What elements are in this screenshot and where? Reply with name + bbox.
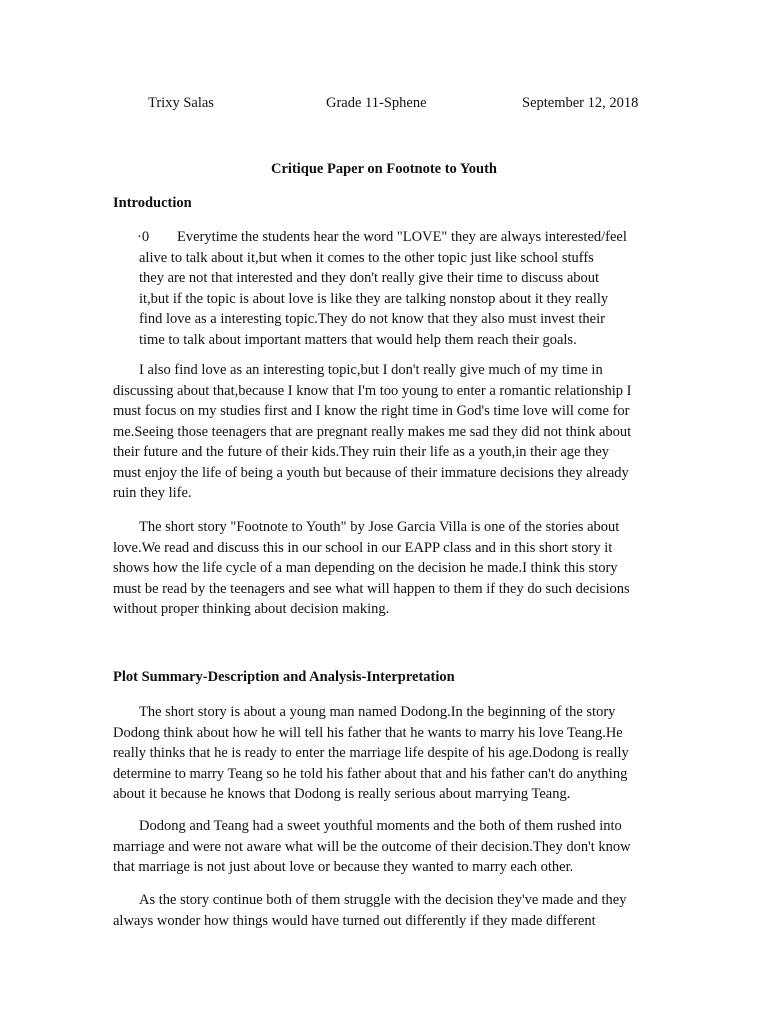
text-line: love.We read and discuss this in our school in our EAPP class and in this short story it xyxy=(113,539,613,556)
text-line: discussing about that,because I know that I'm too young to enter a romantic relationship I xyxy=(113,382,632,399)
bullet-marker: ·0 xyxy=(137,229,150,245)
author-name: Trixy Salas xyxy=(148,95,214,111)
text-line: me.Seeing those teenagers that are pregnant really makes me sad they did not think about xyxy=(113,423,632,440)
introduction-heading: Introduction xyxy=(113,195,192,211)
text-line: they are not that interested and they don't really give their time to discuss about xyxy=(139,270,600,286)
text-line: must be read by the teenagers and see what will happen to them if they do such decisions xyxy=(113,580,630,597)
text-line: ruin they life. xyxy=(113,485,192,501)
plot-summary-heading: Plot Summary-Description and Analysis-Interpretation xyxy=(113,669,455,685)
text-line: really thinks that he is ready to enter the marriage life despite of his age.Dodong is really xyxy=(113,745,629,761)
text-line: find love as a interesting topic.They do not know that they also must invest their xyxy=(139,311,605,327)
grade-section: Grade 11-Sphene xyxy=(326,95,427,111)
introduction-paragraph-1 xyxy=(113,360,658,504)
text-line: alive to talk about it,but when it comes to the other topic just like school stuffs xyxy=(139,249,594,266)
text-line: As the story continue both of them struggle with the decision they've made and they xyxy=(139,892,627,908)
text-line: their future and the future of their kids.They ruin their life as a youth,in their age they xyxy=(113,444,610,460)
text-line: I also find love as an interesting topic,but I don't really give much of my time in xyxy=(139,362,603,378)
text-line: The short story "Footnote to Youth" by Jose Garcia Villa is one of the stories about xyxy=(139,519,620,535)
text-line: shows how the life cycle of a man depending on the decision he made.I think this story xyxy=(113,560,618,576)
text-line: The short story is about a young man named Dodong.In the beginning of the story xyxy=(139,704,616,720)
text-line: Dodong think about how he will tell his father that he wants to marry his love Teang.He xyxy=(113,724,623,741)
bullet-text xyxy=(139,227,653,350)
text-line: Dodong and Teang had a sweet youthful moments and the both of them rushed into xyxy=(139,818,622,834)
text-line: without proper thinking about decision making. xyxy=(113,601,390,617)
text-line: determine to marry Teang so he told his father about that and his father can't do anything xyxy=(113,765,628,782)
text-line: always wonder how things would have turned out differently if they made different xyxy=(113,912,596,929)
plot-paragraph-3 xyxy=(113,890,658,931)
text-line: must focus on my studies first and I know the right time in God's time love will come for xyxy=(113,403,630,419)
document-title: Critique Paper on Footnote to Youth xyxy=(271,161,497,177)
plot-paragraph-2 xyxy=(113,816,658,878)
text-line: that marriage is not just about love or because they wanted to marry each other. xyxy=(113,859,574,875)
text-line: about it because he knows that Dodong is really serious about marrying Teang. xyxy=(113,786,571,802)
text-line: it,but if the topic is about love is like they are talking nonstop about it they really xyxy=(139,290,609,307)
plot-paragraph-1 xyxy=(113,702,658,805)
text-line: time to talk about important matters that would help them reach their goals. xyxy=(139,331,577,348)
text-line: marriage and were not aware what will be the outcome of their decision.They don't know xyxy=(113,838,631,855)
text-line: must enjoy the life of being a youth but because of their immature decisions they already xyxy=(113,464,629,481)
introduction-paragraph-2 xyxy=(113,517,658,620)
document-date: September 12, 2018 xyxy=(522,95,639,111)
introduction-bullet xyxy=(113,227,653,350)
text-line: Everytime the students hear the word "LOVE" they are always interested/feel xyxy=(177,229,627,245)
